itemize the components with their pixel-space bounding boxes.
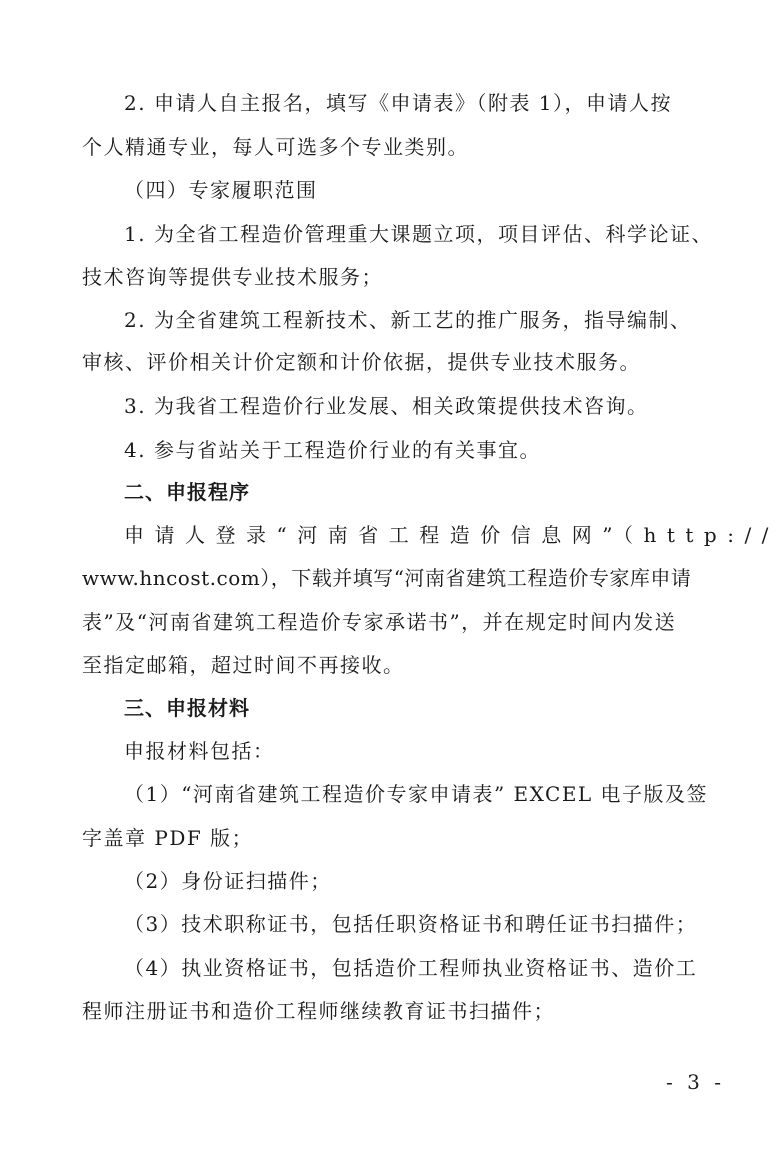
paragraph-line: 程师注册证书和造价工程师继续教育证书扫描件； (82, 999, 555, 1023)
paragraph-line: （1）“河南省建筑工程造价专家申请表” EXCEL 电子版及签 (124, 782, 709, 806)
section-heading: 二、申报程序 (124, 480, 250, 504)
section-subheading: （四）专家履职范围 (124, 178, 318, 202)
paragraph-line: 表”及“河南省建筑工程造价专家承诺书”，并在规定时间内发送 (82, 610, 677, 634)
paragraph-line: （2）身份证扫描件； (124, 869, 332, 893)
paragraph-line: 2. 申请人自主报名，填写《申请表》（附表 1），申请人按 (124, 91, 673, 115)
paragraph-line: 申报材料包括： (124, 739, 275, 763)
paragraph-line: 2. 为全省建筑工程新技术、新工艺的推广服务，指导编制、 (124, 308, 692, 332)
paragraph-line: 3. 为我省工程造价行业发展、相关政策提供技术咨询。 (124, 394, 649, 418)
paragraph-line: 个人精通专业，每人可选多个专业类别。 (82, 135, 469, 159)
paragraph-line: 审核、评价相关计价定额和计价依据，提供专业技术服务。 (82, 350, 641, 374)
paragraph-line: 4. 参与省站关于工程造价行业的有关事宜。 (124, 438, 541, 462)
paragraph-line: 字盖章 PDF 版； (82, 826, 254, 850)
section-heading: 三、申报材料 (124, 696, 250, 720)
paragraph-line: （3）技术职称证书，包括任职资格证书和聘任证书扫描件； (124, 912, 698, 936)
paragraph-line: 1. 为全省工程造价管理重大课题立项，项目评估、科学论证、 (124, 222, 713, 246)
paragraph-line: （4）执业资格证书，包括造价工程师执业资格证书、造价工 (124, 956, 698, 980)
paragraph-line: 申请人登录“河南省工程造价信息网”（http:// (124, 523, 779, 547)
page-number: - 3 - (666, 1070, 725, 1094)
paragraph-line: 技术咨询等提供专业技术服务； (82, 265, 383, 289)
paragraph-line: 至指定邮箱，超过时间不再接收。 (82, 653, 405, 677)
paragraph-line: www.hncost.com），下载并填写“河南省建筑工程造价专家库申请 (82, 566, 692, 590)
